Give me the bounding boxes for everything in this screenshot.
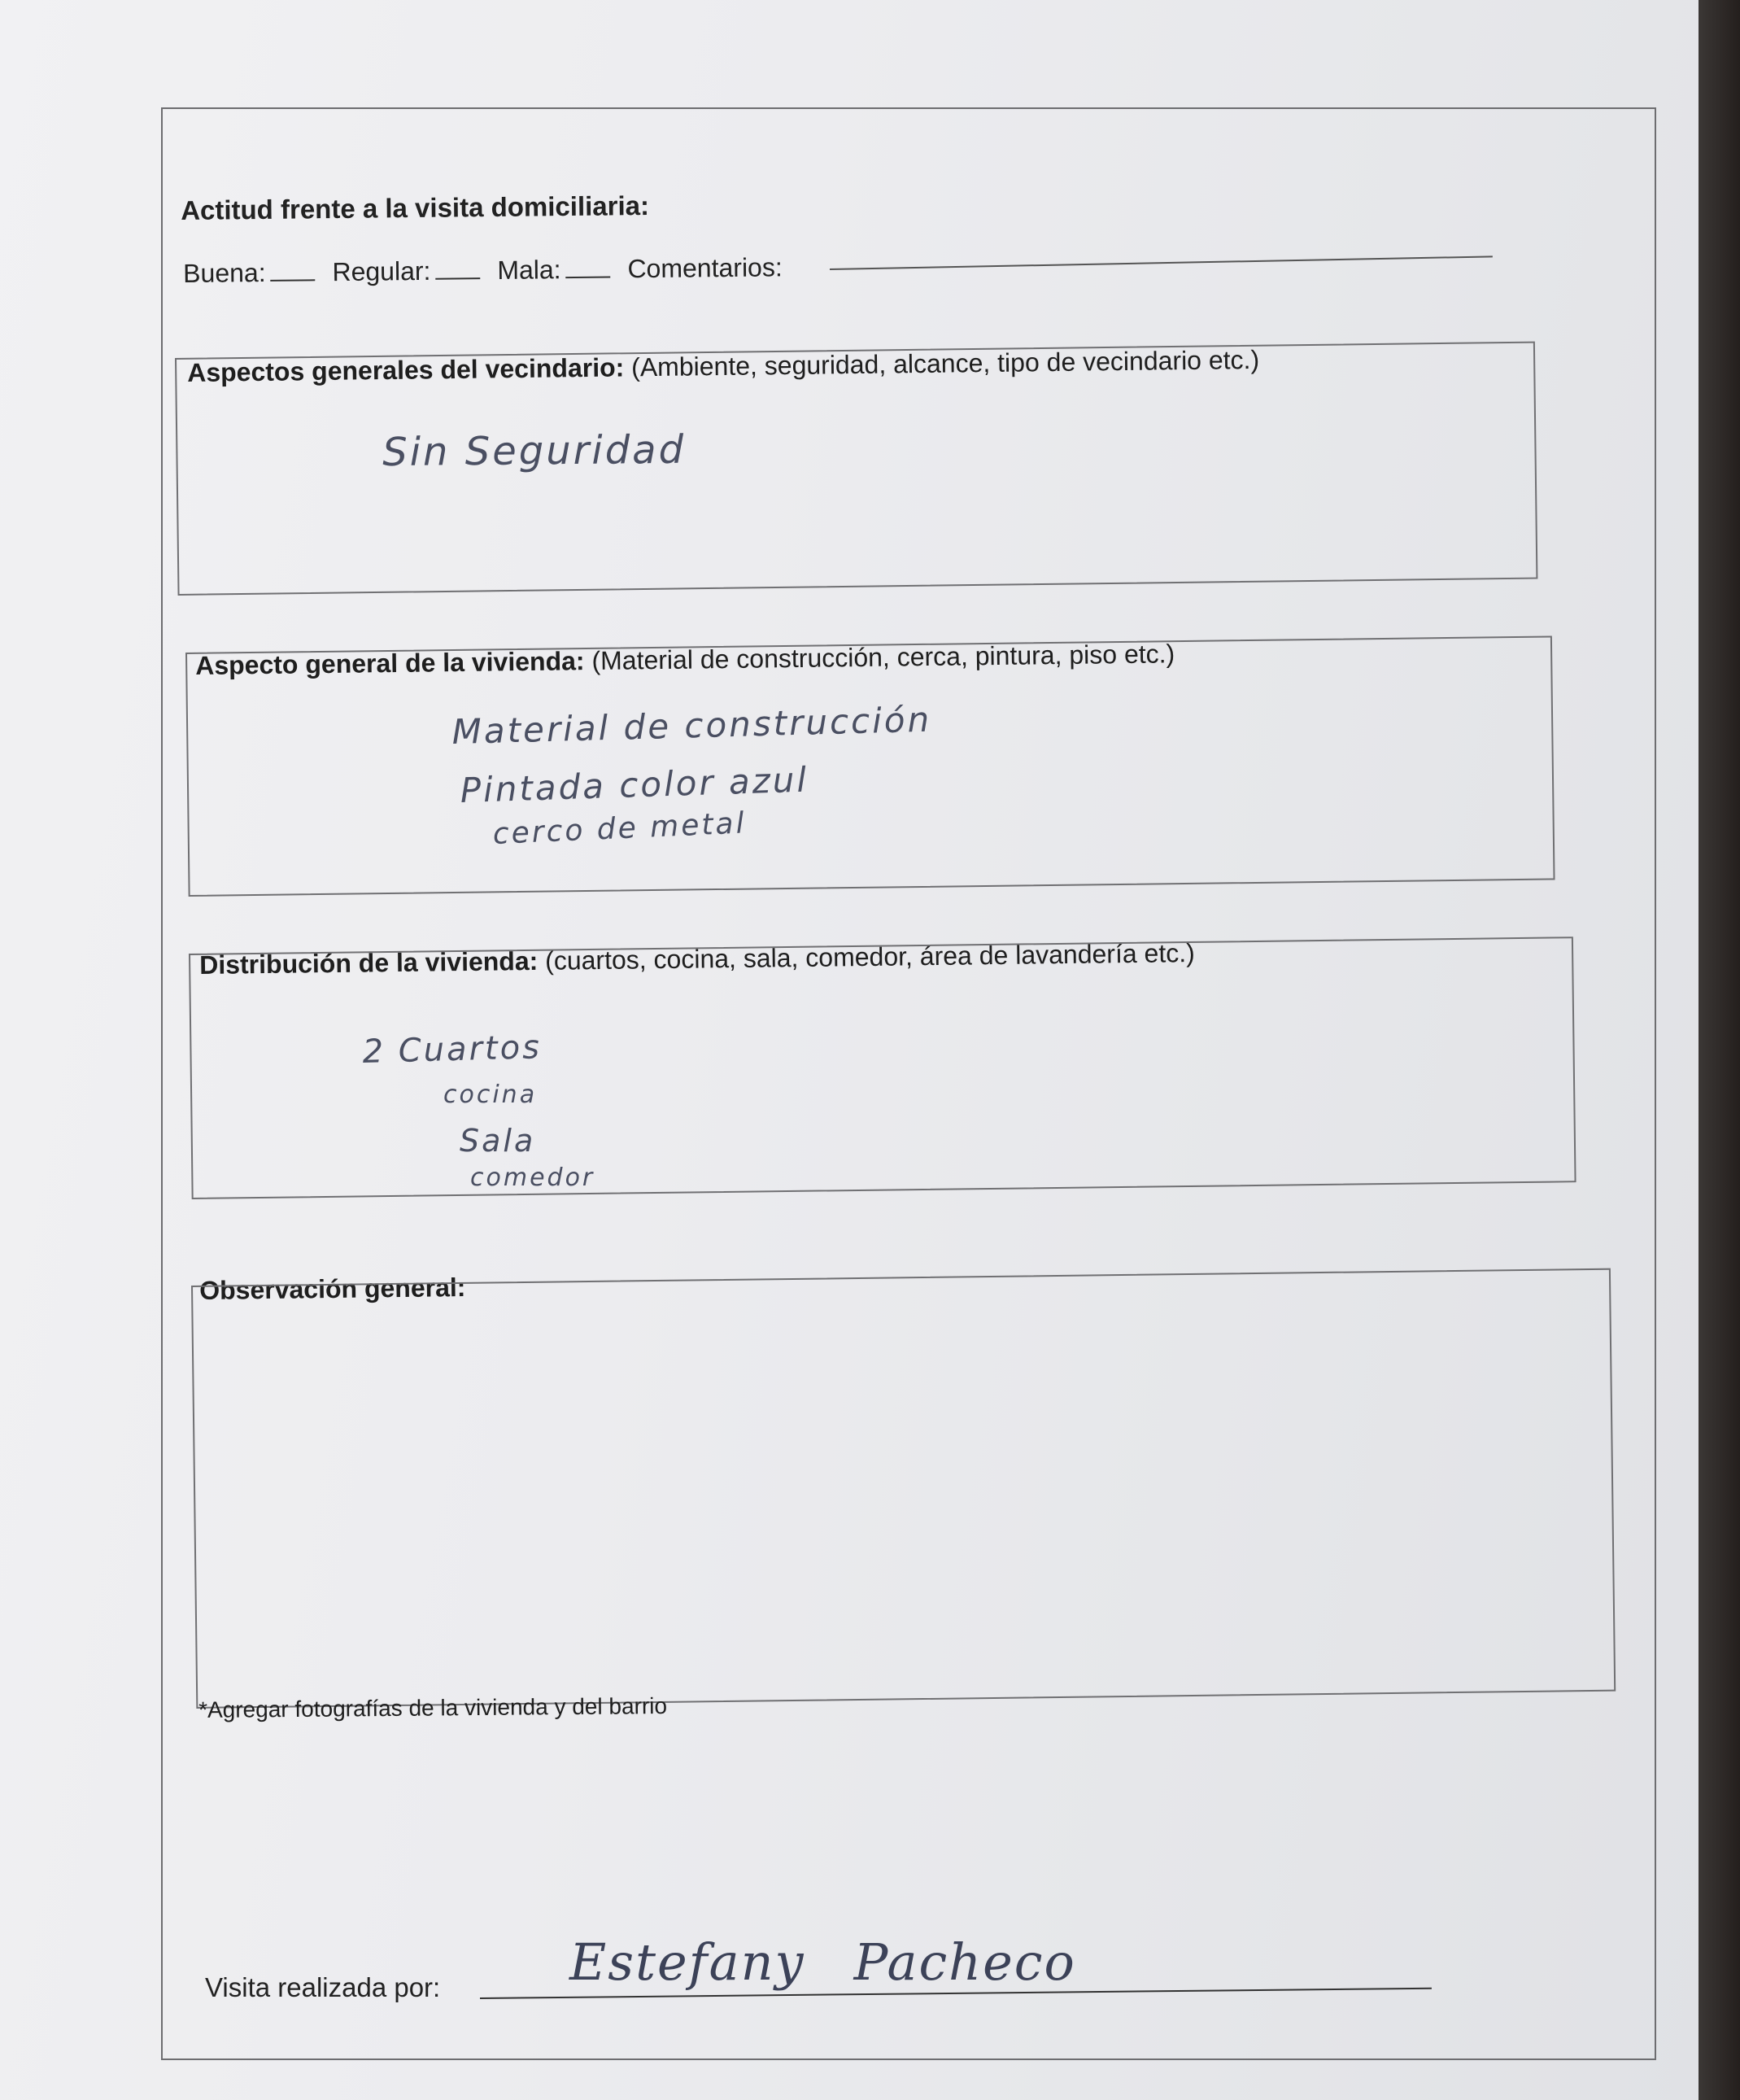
distribution-handwriting-line-1: 2 Cuartos	[362, 1028, 543, 1071]
table-background	[1699, 0, 1740, 2100]
distribution-label-bold: Distribución de la vivienda:	[199, 945, 539, 980]
housing-handwriting-line-1: Material de construcción	[451, 699, 932, 752]
rating-good-label: Buena:	[183, 257, 266, 288]
housing-label-bold: Aspecto general de la vivienda:	[195, 646, 585, 680]
neighborhood-label-bold: Aspectos generales del vecindario:	[187, 352, 625, 387]
distribution-handwriting-line-4: comedor	[470, 1164, 595, 1192]
comments-label: Comentarios:	[627, 252, 783, 284]
housing-handwriting-line-2: Pintada color azul	[460, 759, 809, 810]
signature-last-name: Pacheco	[853, 1932, 1076, 1992]
handwritten-signature	[569, 1932, 1125, 1992]
observation-box[interactable]	[191, 1268, 1616, 1709]
attitude-rating-row	[183, 252, 783, 289]
rating-bad-blank[interactable]	[566, 276, 611, 278]
housing-handwriting-line-3: cerco de metal	[492, 806, 748, 851]
visit-by-label: Visita realizada por:	[205, 1972, 441, 2002]
neighborhood-label-hint: (Ambiente, seguridad, alcance, tipo de vecindario etc.)	[624, 344, 1260, 382]
attitude-title: Actitud frente a la visita domiciliaria:	[181, 190, 650, 225]
neighborhood-handwriting: Sin Seguridad	[382, 426, 687, 475]
rating-regular-blank[interactable]	[436, 277, 481, 280]
housing-box[interactable]	[185, 635, 1555, 897]
distribution-handwriting-line-3: Sala	[460, 1123, 536, 1159]
observation-label-bold: Observación general:	[199, 1273, 466, 1305]
signature-first-name: Estefany	[569, 1932, 805, 1992]
distribution-handwriting-line-2: cocina	[443, 1081, 538, 1109]
housing-label-hint: (Material de construcción, cerca, pintura, piso etc.)	[584, 639, 1175, 676]
rating-bad-label: Mala:	[497, 255, 561, 285]
neighborhood-box[interactable]	[175, 342, 1537, 596]
photo-note: *Agregar fotografías de la vivienda y del barrio	[198, 1692, 668, 1722]
rating-regular-label: Regular:	[332, 255, 431, 287]
rating-good-blank[interactable]	[271, 279, 316, 282]
distribution-label-hint: (cuartos, cocina, sala, comedor, área de lavandería etc.)	[538, 938, 1195, 976]
